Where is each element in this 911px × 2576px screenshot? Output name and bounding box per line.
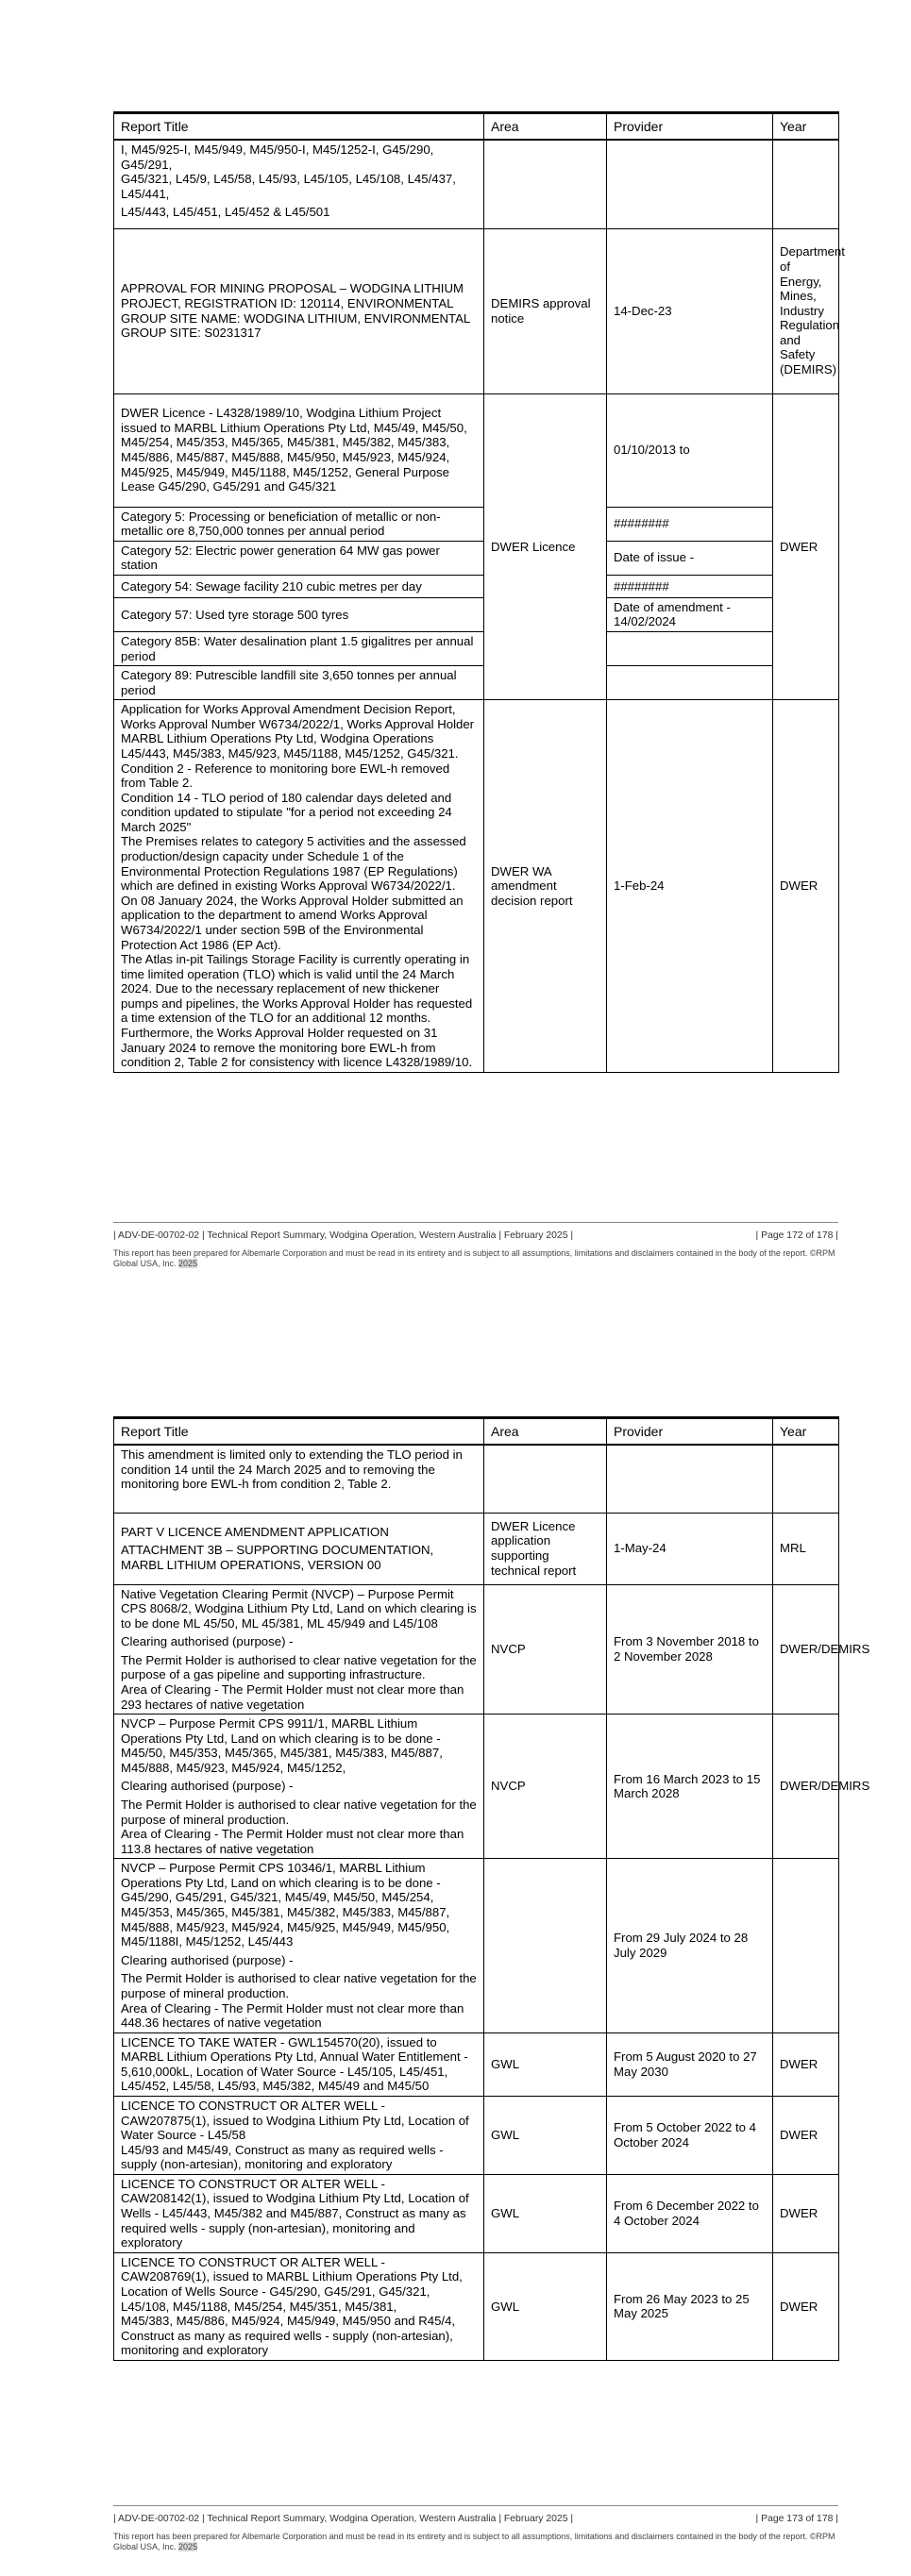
year-cell: DWER bbox=[773, 700, 839, 1072]
provider-cell bbox=[607, 666, 773, 700]
provider-cell: 01/10/2013 to bbox=[607, 393, 773, 507]
report-title-cell: Category 85B: Water desalination plant 1.5 gigalitres per annual period bbox=[114, 631, 484, 665]
provider-cell: 14-Dec-23 bbox=[607, 228, 773, 393]
year-cell bbox=[773, 140, 839, 228]
page-footer bbox=[113, 2505, 838, 2553]
wa-paragraph: The Atlas in-pit Tailings Storage Facility is currently operating in time limited operation (TLO) which is valid until the 24 March 2024. Due to the necessary replacement of new thickener pumps and pipelines, the Works Approval Holder has requested a time extension of the TLO for an additional 12 months. bbox=[121, 952, 473, 1026]
tenement-list-line: I, M45/925-I, M45/949, M45/950-I, M45/1252-I, G45/290, G45/291, bbox=[121, 142, 434, 172]
report-title-cell bbox=[114, 1513, 484, 1584]
permit-purpose-label: Clearing authorised (purpose) - bbox=[121, 1779, 294, 1794]
area-cell bbox=[484, 1445, 607, 1513]
table-row bbox=[114, 2252, 839, 2360]
table-row bbox=[114, 575, 839, 597]
area-cell: DWER Licence application supporting technical report bbox=[484, 1513, 607, 1584]
footer-page-number: | Page 173 of 178 | bbox=[755, 2514, 838, 2524]
approvals-table bbox=[113, 111, 845, 1073]
report-title-cell bbox=[114, 1584, 484, 1715]
report-title-cell: This amendment is limited only to extending the TLO period in condition 14 until the 24 March 2025 and to removing the monitoring bore EWL-h from condition 2, Table 2. bbox=[114, 1445, 484, 1513]
report-title-cell bbox=[114, 2097, 484, 2175]
tenement-list-line: L45/443, L45/451, L45/452 & L45/501 bbox=[121, 205, 330, 220]
header-report-title: Report Title bbox=[114, 113, 484, 141]
report-title-cell bbox=[114, 2252, 484, 2360]
report-title-cell bbox=[114, 1859, 484, 2032]
table-row bbox=[114, 1513, 839, 1584]
table-row bbox=[114, 700, 839, 1072]
disclaimer-year: 2025 bbox=[178, 2542, 198, 2552]
table-row bbox=[114, 2032, 839, 2096]
table-row bbox=[114, 1445, 839, 1513]
permit-purpose-label: Clearing authorised (purpose) - bbox=[121, 1634, 294, 1649]
year-cell: DWER bbox=[773, 2252, 839, 2360]
header-provider: Provider bbox=[607, 1418, 773, 1446]
report-page-173 bbox=[0, 1288, 911, 2576]
provider-cell: From 5 October 2022 to 4 October 2024 bbox=[607, 2097, 773, 2175]
header-area: Area bbox=[484, 1418, 607, 1446]
table-row bbox=[114, 541, 839, 575]
footer-disclaimer bbox=[113, 2532, 838, 2553]
disclaimer-year: 2025 bbox=[178, 1259, 198, 1269]
report-title-cell bbox=[114, 140, 484, 228]
report-title-line: ATTACHMENT 3B – SUPPORTING DOCUMENTATION, MARBL LITHIUM OPERATIONS, VERSION 00 bbox=[121, 1543, 434, 1572]
provider-cell: From 16 March 2023 to 15 March 2028 bbox=[607, 1715, 773, 1859]
footer-document-info: | ADV-DE-00702-02 | Technical Report Summary, Wodgina Operation, Western Australia | February 2025 | bbox=[113, 1230, 574, 1241]
provider-cell bbox=[607, 1445, 773, 1513]
year-cell: DWER/DEMIRS bbox=[773, 1584, 839, 1715]
year-cell bbox=[773, 1859, 839, 2032]
report-title-cell: Category 89: Putrescible landfill site 3,650 tonnes per annual period bbox=[114, 666, 484, 700]
header-year: Year bbox=[773, 113, 839, 141]
report-title-cell: LICENCE TO TAKE WATER - GWL154570(20), issued to MARBL Lithium Operations Pty Ltd, Annual Water Entitlement - 5,610,000kL, Location of Water Source - L45/105, L45/451, L45/452, L45/58, L45/93, M45/382, M45/49 and M45/50 bbox=[114, 2032, 484, 2096]
permit-clearing-area: Area of Clearing - The Permit Holder must not clear more than 448.36 hectares of native vegetation bbox=[121, 2000, 464, 2031]
table-row bbox=[114, 1859, 839, 2032]
table-header-row bbox=[114, 113, 839, 141]
permit-purpose: The Permit Holder is authorised to clear native vegetation for the purpose of a gas pipeline and supporting infrastructure. bbox=[121, 1652, 477, 1682]
report-title-cell: Category 57: Used tyre storage 500 tyres bbox=[114, 597, 484, 631]
provider-cell: Date of issue - bbox=[607, 541, 773, 575]
tenement-list-line: G45/321, L45/9, L45/58, L45/93, L45/105, L45/108, L45/437, L45/441, bbox=[121, 172, 456, 201]
page-footer bbox=[113, 1222, 838, 1270]
year-cell: DWER bbox=[773, 2032, 839, 2096]
permit-clearing-area: Area of Clearing - The Permit Holder must not clear more than 113.8 hectares of native vegetation bbox=[121, 1827, 464, 1856]
table-row bbox=[114, 666, 839, 700]
header-report-title: Report Title bbox=[114, 1418, 484, 1446]
footer-disclaimer bbox=[113, 1248, 838, 1270]
table-row bbox=[114, 393, 839, 507]
area-cell bbox=[484, 140, 607, 228]
area-cell: GWL bbox=[484, 2032, 607, 2096]
wa-paragraph: Condition 2 - Reference to monitoring bore EWL-h removed from Table 2. bbox=[121, 761, 450, 791]
report-title-cell: Category 5: Processing or beneficiation of metallic or non-metallic ore 8,750,000 tonnes per annual period bbox=[114, 507, 484, 541]
permit-description: NVCP – Purpose Permit CPS 9911/1, MARBL Lithium Operations Pty Ltd, Land on which clearing is to be done - M45/50, M45/353, M45/365, M45/381, M45/383, M45/887, M45/888, M45/923, M45/924, M45/1252, bbox=[121, 1716, 443, 1775]
report-title-cell: Category 54: Sewage facility 210 cubic metres per day bbox=[114, 575, 484, 597]
year-cell: DWER bbox=[773, 2097, 839, 2175]
provider-cell: From 5 August 2020 to 27 May 2030 bbox=[607, 2032, 773, 2096]
report-title-cell bbox=[114, 1715, 484, 1859]
year-cell: MRL bbox=[773, 1513, 839, 1584]
area-cell: GWL bbox=[484, 2097, 607, 2175]
table-row bbox=[114, 2174, 839, 2252]
table-row bbox=[114, 1715, 839, 1859]
wa-paragraph: L45/443, M45/383, M45/923, M45/1188, M45/1252, G45/321. bbox=[121, 746, 459, 761]
permit-clearing-area: Area of Clearing - The Permit Holder must not clear more than 293 hectares of native vegetation bbox=[121, 1681, 464, 1712]
provider-cell: 1-May-24 bbox=[607, 1513, 773, 1584]
year-cell: DWER bbox=[773, 2174, 839, 2252]
table-header-row bbox=[114, 1418, 839, 1446]
report-title-cell: DWER Licence - L4328/1989/10, Wodgina Lithium Project issued to MARBL Lithium Operations Pty Ltd, M45/49, M45/50, M45/254, M45/353, M45/365, M45/381, M45/382, M45/383, M45/886, M45/887, M45/888, M45/950, M45/923, M45/924, M45/925, M45/949, M45/1188, M45/1252, General Purpose Lease G45/290, G45/291 and G45/321 bbox=[114, 393, 484, 507]
header-provider: Provider bbox=[607, 113, 773, 141]
wa-paragraph: The Premises relates to category 5 activities and the assessed production/design capacity under Schedule 1 of the Environmental Protection Regulations 1987 (EP Regulations) which are defined in existing Works Approval W6734/2022/1. bbox=[121, 834, 466, 894]
provider-cell: Date of amendment - 14/02/2024 bbox=[607, 597, 773, 631]
provider-cell: ######## bbox=[607, 575, 773, 597]
provider-cell: From 6 December 2022 to 4 October 2024 bbox=[607, 2174, 773, 2252]
footer-divider bbox=[113, 2505, 838, 2506]
provider-cell: ######## bbox=[607, 507, 773, 541]
table-row bbox=[114, 140, 839, 228]
well-licence-description: L45/93 and M45/49, Construct as many as required wells - supply (non-artesian), monitoring and exploratory bbox=[121, 2142, 444, 2172]
report-title-cell: LICENCE TO CONSTRUCT OR ALTER WELL - CAW208142(1), issued to Wodgina Lithium Pty Ltd, Location of Wells - L45/443, M45/382 and M45/887, Construct as many as required wells - supply (non-artesian), monitoring and exploratory bbox=[114, 2174, 484, 2252]
wa-paragraph: Furthermore, the Works Approval Holder requested on 31 January 2024 to remove the monitoring bore EWL-h from condition 2, Table 2 for consistency with licence L4328/1989/10. bbox=[121, 1026, 473, 1070]
area-cell: DWER WA amendment decision report bbox=[484, 700, 607, 1072]
report-title-cell: Category 52: Electric power generation 64 MW gas power station bbox=[114, 541, 484, 575]
approvals-table bbox=[113, 1416, 870, 2361]
wa-paragraph: On 08 January 2024, the Works Approval Holder submitted an application to the department to amend Works Approval W6734/2022/1 under section 59B of the Environmental Protection Act 1986 (EP Act). bbox=[121, 893, 464, 952]
year-cell bbox=[773, 1445, 839, 1513]
provider-cell: From 29 July 2024 to 28 July 2029 bbox=[607, 1859, 773, 2032]
header-area: Area bbox=[484, 113, 607, 141]
permit-description: NVCP – Purpose Permit CPS 10346/1, MARBL Lithium Operations Pty Ltd, Land on which clearing is to be done - G45/290, G45/291, G45/321, M45/49, M45/50, M45/254, M45/353, M45/365, M45/381, M45/382, M45/383, M45/887, M45/888, M45/923, M45/924, M45/925, M45/949, M45/950, M45/1188I, M45/1252, L45/443 bbox=[121, 1861, 450, 1949]
permit-purpose-label: Clearing authorised (purpose) - bbox=[121, 1952, 294, 1967]
disclaimer-text: This report has been prepared for Albemarle Corporation and must be read in its entirety and is subject to all assumptions, limitations and disclaimers contained in the body of the report. ©RPM Global USA, Inc. bbox=[113, 1248, 835, 1269]
well-licence-description: LICENCE TO CONSTRUCT OR ALTER WELL - CAW208769(1), issued to MARBL Lithium Operations Pty Ltd, Location of Wells Source - G45/290, G45/291, G45/321, L45/108, M45/1188, M45/254, M45/351, M45/381, bbox=[121, 2254, 463, 2314]
permit-purpose: The Permit Holder is authorised to clear native vegetation for the purpose of mineral production. bbox=[121, 1798, 477, 1827]
table-row bbox=[114, 228, 839, 393]
report-title-cell bbox=[114, 700, 484, 1072]
table-row bbox=[114, 597, 839, 631]
report-title-cell: APPROVAL FOR MINING PROPOSAL – WODGINA LITHIUM PROJECT, REGISTRATION ID: 120114, ENVIRONMENTAL GROUP SITE NAME: WODGINA LITHIUM, ENVIRONMENTAL GROUP SITE: S0231317 bbox=[114, 228, 484, 393]
report-title-line: PART V LICENCE AMENDMENT APPLICATION bbox=[121, 1524, 389, 1539]
area-cell: GWL bbox=[484, 2174, 607, 2252]
footer-divider bbox=[113, 1222, 838, 1223]
wa-paragraph: Application for Works Approval Amendment Decision Report, Works Approval Number W6734/2022/1, Works Approval Holder MARBL Lithium Operations Pty Ltd, Wodgina Operations bbox=[121, 702, 475, 746]
disclaimer-text: This report has been prepared for Albemarle Corporation and must be read in its entirety and is subject to all assumptions, limitations and disclaimers contained in the body of the report. ©RPM Global USA, Inc. bbox=[113, 2532, 835, 2552]
header-year: Year bbox=[773, 1418, 839, 1446]
permit-description: Native Vegetation Clearing Permit (NVCP) – Purpose Permit CPS 8068/2, Wodgina Lithium Pty Ltd, Land on which clearing is to be done ML 45/50, ML 45/381, ML 45/949 and L45/108 bbox=[121, 1586, 477, 1631]
year-cell: Department of Energy, Mines, Industry Regulation and Safety (DEMIRS) bbox=[773, 228, 839, 393]
permit-purpose: The Permit Holder is authorised to clear native vegetation for the purpose of mineral production. bbox=[121, 1971, 477, 2000]
table-row bbox=[114, 631, 839, 665]
provider-cell bbox=[607, 631, 773, 665]
provider-cell: From 26 May 2023 to 25 May 2025 bbox=[607, 2252, 773, 2360]
area-cell: GWL bbox=[484, 2252, 607, 2360]
area-cell: NVCP bbox=[484, 1584, 607, 1715]
footer-page-number: | Page 172 of 178 | bbox=[755, 1230, 838, 1241]
provider-cell bbox=[607, 140, 773, 228]
year-cell: DWER/DEMIRS bbox=[773, 1715, 839, 1859]
table-row bbox=[114, 1584, 839, 1715]
area-cell: DWER Licence bbox=[484, 393, 607, 700]
area-cell: NVCP bbox=[484, 1715, 607, 1859]
area-cell: DEMIRS approval notice bbox=[484, 228, 607, 393]
well-licence-description: M45/383, M45/886, M45/924, M45/949, M45/950 and R45/4, Construct as many as required wells - supply (non-artesian), monitoring and exploratory bbox=[121, 2314, 456, 2358]
area-cell bbox=[484, 1859, 607, 2032]
year-cell: DWER bbox=[773, 393, 839, 700]
footer-document-info: | ADV-DE-00702-02 | Technical Report Summary, Wodgina Operation, Western Australia | February 2025 | bbox=[113, 2514, 574, 2524]
provider-cell: From 3 November 2018 to 2 November 2028 bbox=[607, 1584, 773, 1715]
table-row bbox=[114, 2097, 839, 2175]
table-row bbox=[114, 507, 839, 541]
well-licence-description: LICENCE TO CONSTRUCT OR ALTER WELL - CAW207875(1), issued to Wodgina Lithium Pty Ltd, Location of Water Source - L45/58 bbox=[121, 2099, 469, 2143]
provider-cell: 1-Feb-24 bbox=[607, 700, 773, 1072]
wa-paragraph: Condition 14 - TLO period of 180 calendar days deleted and condition updated to stipulate "for a period not exceeding 24 March 2025" bbox=[121, 790, 452, 834]
